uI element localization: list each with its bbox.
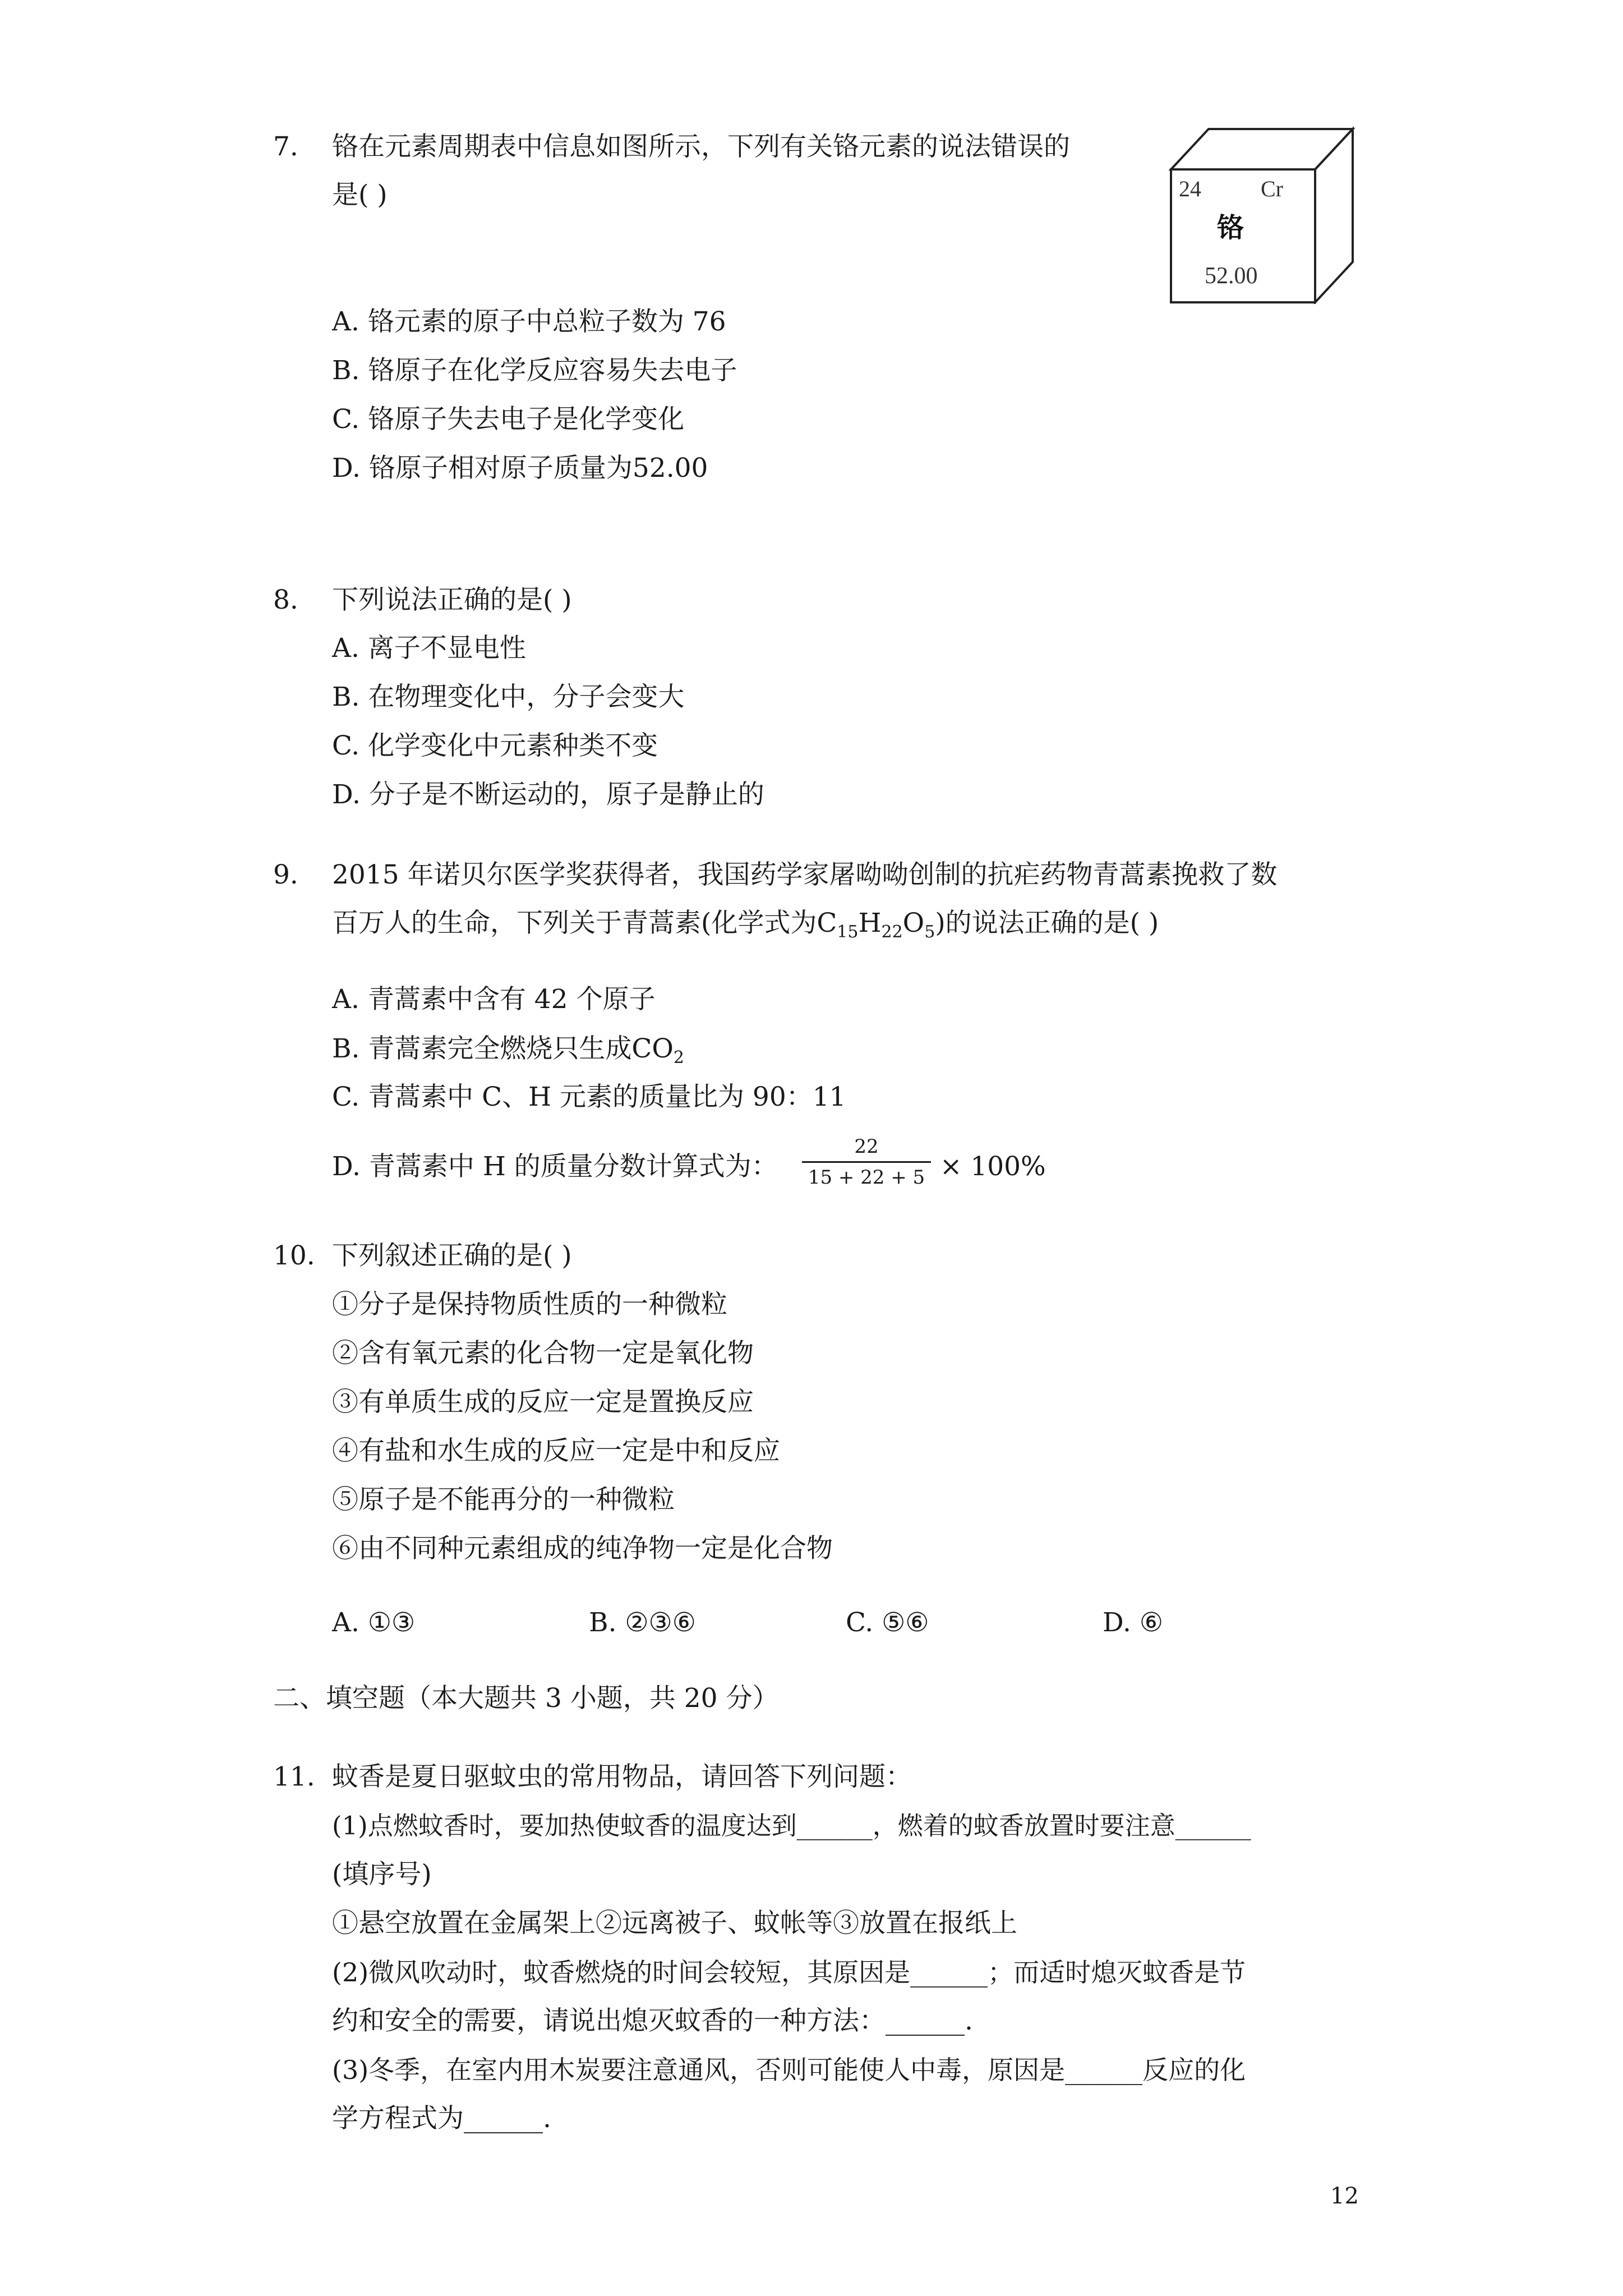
q9-stem-line2-post: )的说法正确的是( ) (935, 908, 1159, 938)
page-number: 12 (1330, 2183, 1359, 2209)
q9-fraction-bar (802, 1161, 931, 1163)
q7-option-d: D. 铬原子相对原子质量为52.00 (332, 453, 708, 484)
q11-line-6: (3)冬季，在室内用木炭要注意通风，否则可能使人中毒，原因是______反应的化 (332, 2055, 1246, 2085)
q9-sub-c: 15 (837, 922, 859, 942)
q9-option-d-percent: × 100% (940, 1151, 1046, 1182)
q11-line-2: (填序号) (332, 1859, 432, 1890)
element-card (1166, 125, 1357, 304)
q10-statement-1: ①分子是保持物质性质的一种微粒 (332, 1289, 727, 1320)
q10-statement-4: ④有盐和水生成的反应一定是中和反应 (332, 1435, 780, 1466)
q11-line-7: 学方程式为______. (332, 2103, 551, 2134)
q7-option-c: C. 铬原子失去电子是化学变化 (332, 404, 685, 435)
q10-statement-6: ⑥由不同种元素组成的纯净物一定是化合物 (332, 1533, 833, 1564)
q7-option-a: A. 铬元素的原子中总粒子数为 76 (332, 306, 726, 337)
q7-number: 7. (273, 131, 298, 162)
q9-stem-line2 (332, 907, 1159, 940)
q9-option-b (332, 1032, 684, 1066)
q11-line-1: (1)点燃蚊香时，要加热使蚊香的温度达到______，燃着的蚊香放置时要注意______ (332, 1811, 1251, 1841)
q10-option-a: A. ①③ (332, 1607, 416, 1638)
q10-statement-5: ⑤原子是不能再分的一种微粒 (332, 1484, 675, 1515)
element-atomic-number: 24 (1179, 176, 1201, 201)
q9-h: H (858, 908, 882, 938)
q8-option-b: B. 在物理变化中，分子会变大 (332, 682, 685, 712)
q9-fraction-denominator: 15 + 22 + 5 (808, 1166, 925, 1189)
q8-option-a: A. 离子不显电性 (332, 633, 526, 664)
q10-option-d: D. ⑥ (1103, 1607, 1164, 1638)
element-mass: 52.00 (1205, 263, 1258, 289)
section-heading: 二、填空题（本大题共 3 小题，共 20 分） (273, 1683, 779, 1714)
q7-stem-line1: 铬在元素周期表中信息如图所示，下列有关铬元素的说法错误的 (332, 131, 1070, 162)
q10-option-b: B. ②③⑥ (589, 1607, 696, 1638)
q8-option-c: C. 化学变化中元素种类不变 (332, 730, 658, 761)
q7-stem-line2: 是( ) (332, 180, 388, 210)
q9-option-b-text: B. 青蒿素完全燃烧只生成CO (332, 1033, 674, 1064)
q11-number: 11. (273, 1761, 315, 1792)
q7-option-b: B. 铬原子在化学反应容易失去电子 (332, 355, 737, 386)
q10-statement-2: ②含有氧元素的化合物一定是氧化物 (332, 1338, 754, 1369)
q10-stem: 下列叙述正确的是( ) (332, 1240, 572, 1271)
q9-option-a: A. 青蒿素中含有 42 个原子 (332, 984, 656, 1015)
q9-sub-h: 22 (881, 922, 903, 942)
q9-stem-line1: 2015 年诺贝尔医学奖获得者，我国药学家屠呦呦创制的抗疟药物青蒿素挽救了数 (332, 859, 1278, 890)
q10-number: 10. (273, 1240, 315, 1271)
q9-fraction (802, 1135, 931, 1189)
q9-number: 9. (273, 859, 298, 890)
q8-number: 8. (273, 585, 298, 615)
q9-o: O (902, 908, 925, 938)
q9-option-d-label: D. 青蒿素中 H 的质量分数计算式为： (332, 1151, 778, 1182)
q10-option-c: C. ⑤⑥ (846, 1607, 929, 1638)
q8-option-d: D. 分子是不断运动的，原子是静止的 (332, 779, 764, 810)
q9-stem-line2-pre: 百万人的生命，下列关于青蒿素(化学式为C (332, 908, 837, 938)
q8-stem: 下列说法正确的是( ) (332, 585, 572, 615)
q11-line-3: ①悬空放置在金属架上②远离被子、蚊帐等③放置在报纸上 (332, 1908, 1017, 1939)
element-name: 铬 (1217, 212, 1244, 243)
q9-fraction-numerator: 22 (854, 1135, 879, 1158)
q11-line-5: 约和安全的需要，请说出熄灭蚊香的一种方法：______. (332, 2005, 973, 2036)
element-symbol: Cr (1261, 176, 1283, 201)
q11-stem: 蚊香是夏日驱蚊虫的常用物品，请回答下列问题： (332, 1761, 912, 1792)
q9-option-c: C. 青蒿素中 C、H 元素的质量比为 90：11 (332, 1082, 846, 1112)
q9-option-b-sub: 2 (673, 1048, 685, 1068)
q11-line-4: (2)微风吹动时，蚊香燃烧的时间会较短，其原因是______；而适时熄灭蚊香是节 (332, 1957, 1246, 1987)
q10-statement-3: ③有单质生成的反应一定是置换反应 (332, 1387, 754, 1418)
q9-sub-o: 5 (924, 922, 935, 942)
